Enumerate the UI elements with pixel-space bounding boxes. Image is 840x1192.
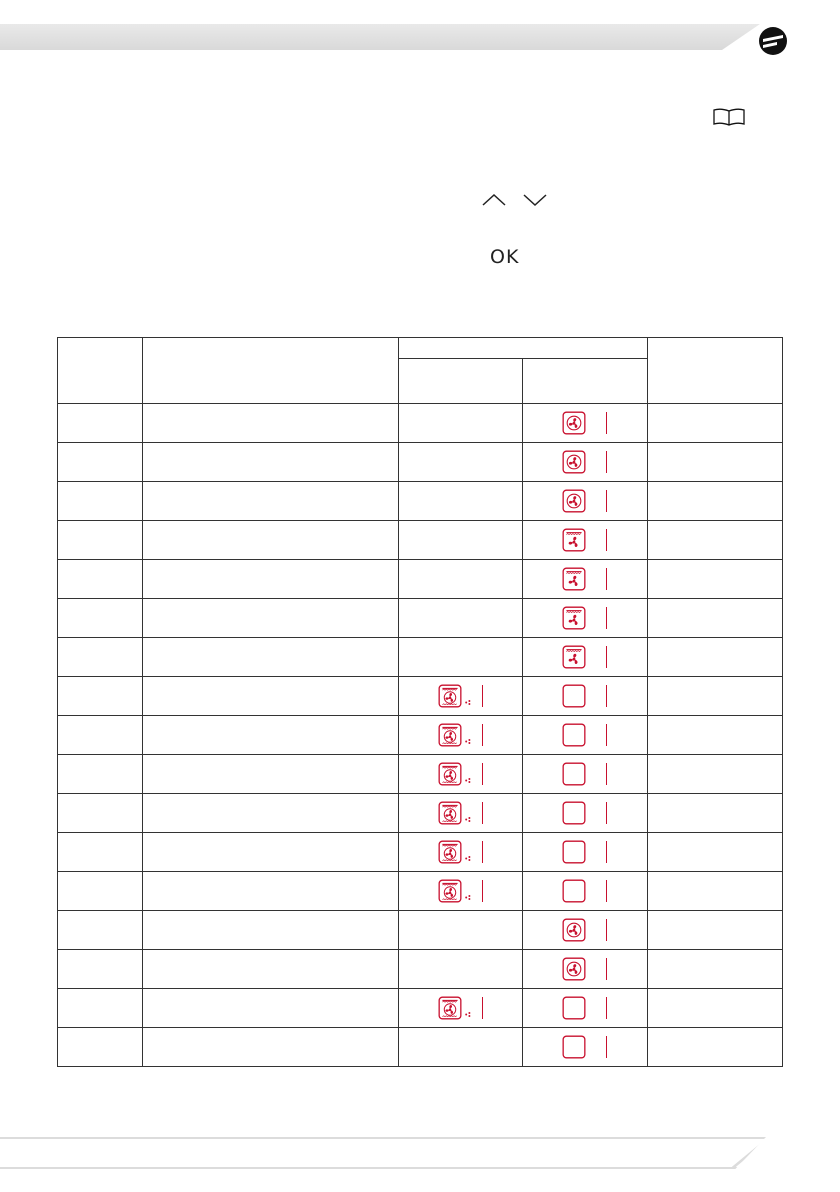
table-cell <box>58 950 143 989</box>
table-row <box>58 521 783 560</box>
table-cell <box>58 599 143 638</box>
table-cell <box>58 677 143 716</box>
table-cell <box>648 638 783 677</box>
table-row <box>58 677 783 716</box>
oven-empty-icon <box>561 878 587 904</box>
oven-top-fan-icon <box>561 644 587 670</box>
table-cell <box>399 1028 523 1067</box>
table-cell <box>399 950 523 989</box>
eco-mark-icon <box>464 698 472 706</box>
oven-fan-icon <box>561 917 587 943</box>
table-cell <box>399 716 523 755</box>
table-cell <box>58 872 143 911</box>
table-cell <box>523 677 648 716</box>
table-cell <box>58 1028 143 1067</box>
oven-top-fan-icon <box>561 605 587 631</box>
table-cell <box>58 443 143 482</box>
program-icon-group <box>561 410 607 436</box>
header-bar <box>0 24 760 50</box>
header-cell <box>143 338 399 404</box>
program-icon-group <box>437 722 483 748</box>
table-row <box>58 911 783 950</box>
oven-grill-fan-icon <box>437 878 463 904</box>
header-cell <box>399 359 523 404</box>
table-cell <box>399 989 523 1028</box>
table-cell <box>648 950 783 989</box>
table-cell <box>523 1028 648 1067</box>
table-cell <box>58 716 143 755</box>
table-cell <box>523 599 648 638</box>
marker-bar <box>482 802 483 824</box>
table-cell <box>143 794 399 833</box>
oven-top-fan-icon <box>561 566 587 592</box>
table-row <box>58 872 783 911</box>
table-row <box>58 716 783 755</box>
chevron-down-icon <box>522 193 548 207</box>
table-cell <box>523 638 648 677</box>
table-cell <box>143 872 399 911</box>
program-icon-group <box>561 761 607 787</box>
program-icon-group <box>561 878 607 904</box>
table-cell <box>648 677 783 716</box>
book-icon <box>712 108 746 126</box>
program-icon-group <box>561 566 607 592</box>
program-icon-group <box>437 683 483 709</box>
table-cell <box>143 443 399 482</box>
table-cell <box>58 482 143 521</box>
table-cell <box>143 911 399 950</box>
table-cell <box>143 833 399 872</box>
brand-logo-icon <box>757 25 789 57</box>
marker-bar <box>606 646 607 668</box>
oven-top-fan-icon <box>561 527 587 553</box>
marker-bar <box>606 451 607 473</box>
program-icon-group <box>561 527 607 553</box>
table-cell <box>648 911 783 950</box>
table-cell <box>399 443 523 482</box>
oven-grill-fan-icon <box>437 722 463 748</box>
table-cell <box>523 755 648 794</box>
table-cell <box>648 1028 783 1067</box>
table-row <box>58 404 783 443</box>
table-row <box>58 599 783 638</box>
marker-bar <box>482 685 483 707</box>
table-cell <box>523 989 648 1028</box>
table-cell <box>523 794 648 833</box>
table-cell <box>399 755 523 794</box>
marker-bar <box>606 919 607 941</box>
table-cell <box>648 443 783 482</box>
table-cell <box>523 950 648 989</box>
program-icon-group <box>561 605 607 631</box>
oven-grill-fan-icon <box>437 995 463 1021</box>
program-table <box>57 337 783 1067</box>
marker-bar <box>606 724 607 746</box>
table-cell <box>399 794 523 833</box>
table-cell <box>648 716 783 755</box>
table-cell <box>143 989 399 1028</box>
table-cell <box>143 599 399 638</box>
table-row <box>58 833 783 872</box>
program-icon-group <box>561 644 607 670</box>
table-cell <box>399 404 523 443</box>
table-cell <box>58 794 143 833</box>
marker-bar <box>482 880 483 902</box>
program-icon-group <box>437 995 483 1021</box>
table-cell <box>399 599 523 638</box>
table-row <box>58 950 783 989</box>
table-cell <box>648 482 783 521</box>
table-cell <box>399 482 523 521</box>
table-cell <box>523 443 648 482</box>
marker-bar <box>482 841 483 863</box>
marker-bar <box>606 607 607 629</box>
oven-fan-icon <box>561 956 587 982</box>
table-row <box>58 1028 783 1067</box>
program-icon-group <box>561 995 607 1021</box>
oven-empty-icon <box>561 761 587 787</box>
table-cell <box>399 521 523 560</box>
table-cell <box>399 638 523 677</box>
eco-mark-icon <box>464 815 472 823</box>
eco-mark-icon <box>464 854 472 862</box>
table-cell <box>648 404 783 443</box>
table-cell <box>143 1028 399 1067</box>
oven-grill-fan-icon <box>437 683 463 709</box>
marker-bar <box>606 529 607 551</box>
table-cell <box>523 404 648 443</box>
marker-bar <box>606 958 607 980</box>
table-cell <box>523 911 648 950</box>
table-cell <box>523 521 648 560</box>
marker-bar <box>606 1036 607 1058</box>
table-cell <box>143 521 399 560</box>
marker-bar <box>482 763 483 785</box>
table-cell <box>648 560 783 599</box>
marker-bar <box>606 412 607 434</box>
program-icon-group <box>561 488 607 514</box>
table-cell <box>143 404 399 443</box>
table-cell <box>143 677 399 716</box>
table-row <box>58 638 783 677</box>
table-cell <box>143 560 399 599</box>
table-cell <box>399 560 523 599</box>
marker-bar <box>482 724 483 746</box>
marker-bar <box>606 763 607 785</box>
oven-fan-icon <box>561 410 587 436</box>
oven-empty-icon <box>561 683 587 709</box>
header-cell <box>648 338 783 404</box>
table-row <box>58 482 783 521</box>
oven-empty-icon <box>561 995 587 1021</box>
table-cell <box>143 716 399 755</box>
oven-grill-fan-icon <box>437 839 463 865</box>
table-cell <box>523 716 648 755</box>
table-cell <box>648 794 783 833</box>
program-icon-group <box>561 839 607 865</box>
table-cell <box>143 638 399 677</box>
table-cell <box>523 872 648 911</box>
oven-empty-icon <box>561 800 587 826</box>
program-icon-group <box>561 683 607 709</box>
oven-grill-fan-icon <box>437 800 463 826</box>
table-cell <box>58 404 143 443</box>
table-cell <box>399 872 523 911</box>
table-cell <box>58 755 143 794</box>
eco-mark-icon <box>464 1010 472 1018</box>
oven-empty-icon <box>561 839 587 865</box>
program-icon-group <box>561 1034 607 1060</box>
chevron-up-icon <box>481 193 507 207</box>
program-icon-group <box>561 956 607 982</box>
oven-grill-fan-icon <box>437 761 463 787</box>
program-icon-group <box>561 722 607 748</box>
table-cell <box>648 755 783 794</box>
table-row <box>58 755 783 794</box>
program-icon-group <box>437 839 483 865</box>
table-cell <box>58 521 143 560</box>
table-cell <box>648 599 783 638</box>
oven-fan-icon <box>561 449 587 475</box>
marker-bar <box>606 802 607 824</box>
table-cell <box>648 989 783 1028</box>
table-cell <box>523 833 648 872</box>
oven-fan-icon <box>561 488 587 514</box>
marker-bar <box>606 568 607 590</box>
table-cell <box>648 833 783 872</box>
table-cell <box>58 989 143 1028</box>
table-cell <box>523 560 648 599</box>
program-icon-group <box>561 449 607 475</box>
marker-bar <box>606 841 607 863</box>
table-cell <box>399 911 523 950</box>
table-cell <box>58 560 143 599</box>
table-cell <box>399 833 523 872</box>
oven-empty-icon <box>561 1034 587 1060</box>
program-icon-group <box>437 761 483 787</box>
table-row <box>58 443 783 482</box>
program-icon-group <box>437 878 483 904</box>
program-icon-group <box>437 800 483 826</box>
header-cell <box>523 359 648 404</box>
header-cell <box>58 338 143 404</box>
marker-bar <box>606 997 607 1019</box>
table-cell <box>58 833 143 872</box>
table-cell <box>143 482 399 521</box>
ok-key-label: OK <box>490 246 520 268</box>
eco-mark-icon <box>464 776 472 784</box>
eco-mark-icon <box>464 893 472 901</box>
table-cell <box>648 872 783 911</box>
table-cell <box>143 755 399 794</box>
table-row <box>58 989 783 1028</box>
program-icon-group <box>561 917 607 943</box>
marker-bar <box>606 490 607 512</box>
table-row <box>58 560 783 599</box>
program-icon-group <box>561 800 607 826</box>
footer-bar <box>0 1137 766 1169</box>
table-cell <box>58 638 143 677</box>
header-cell <box>399 338 648 359</box>
eco-mark-icon <box>464 737 472 745</box>
oven-empty-icon <box>561 722 587 748</box>
table-cell <box>58 911 143 950</box>
table-cell <box>399 677 523 716</box>
marker-bar <box>482 997 483 1019</box>
table-cell <box>143 950 399 989</box>
table-cell <box>523 482 648 521</box>
table-cell <box>648 521 783 560</box>
marker-bar <box>606 880 607 902</box>
marker-bar <box>606 685 607 707</box>
table-row <box>58 794 783 833</box>
